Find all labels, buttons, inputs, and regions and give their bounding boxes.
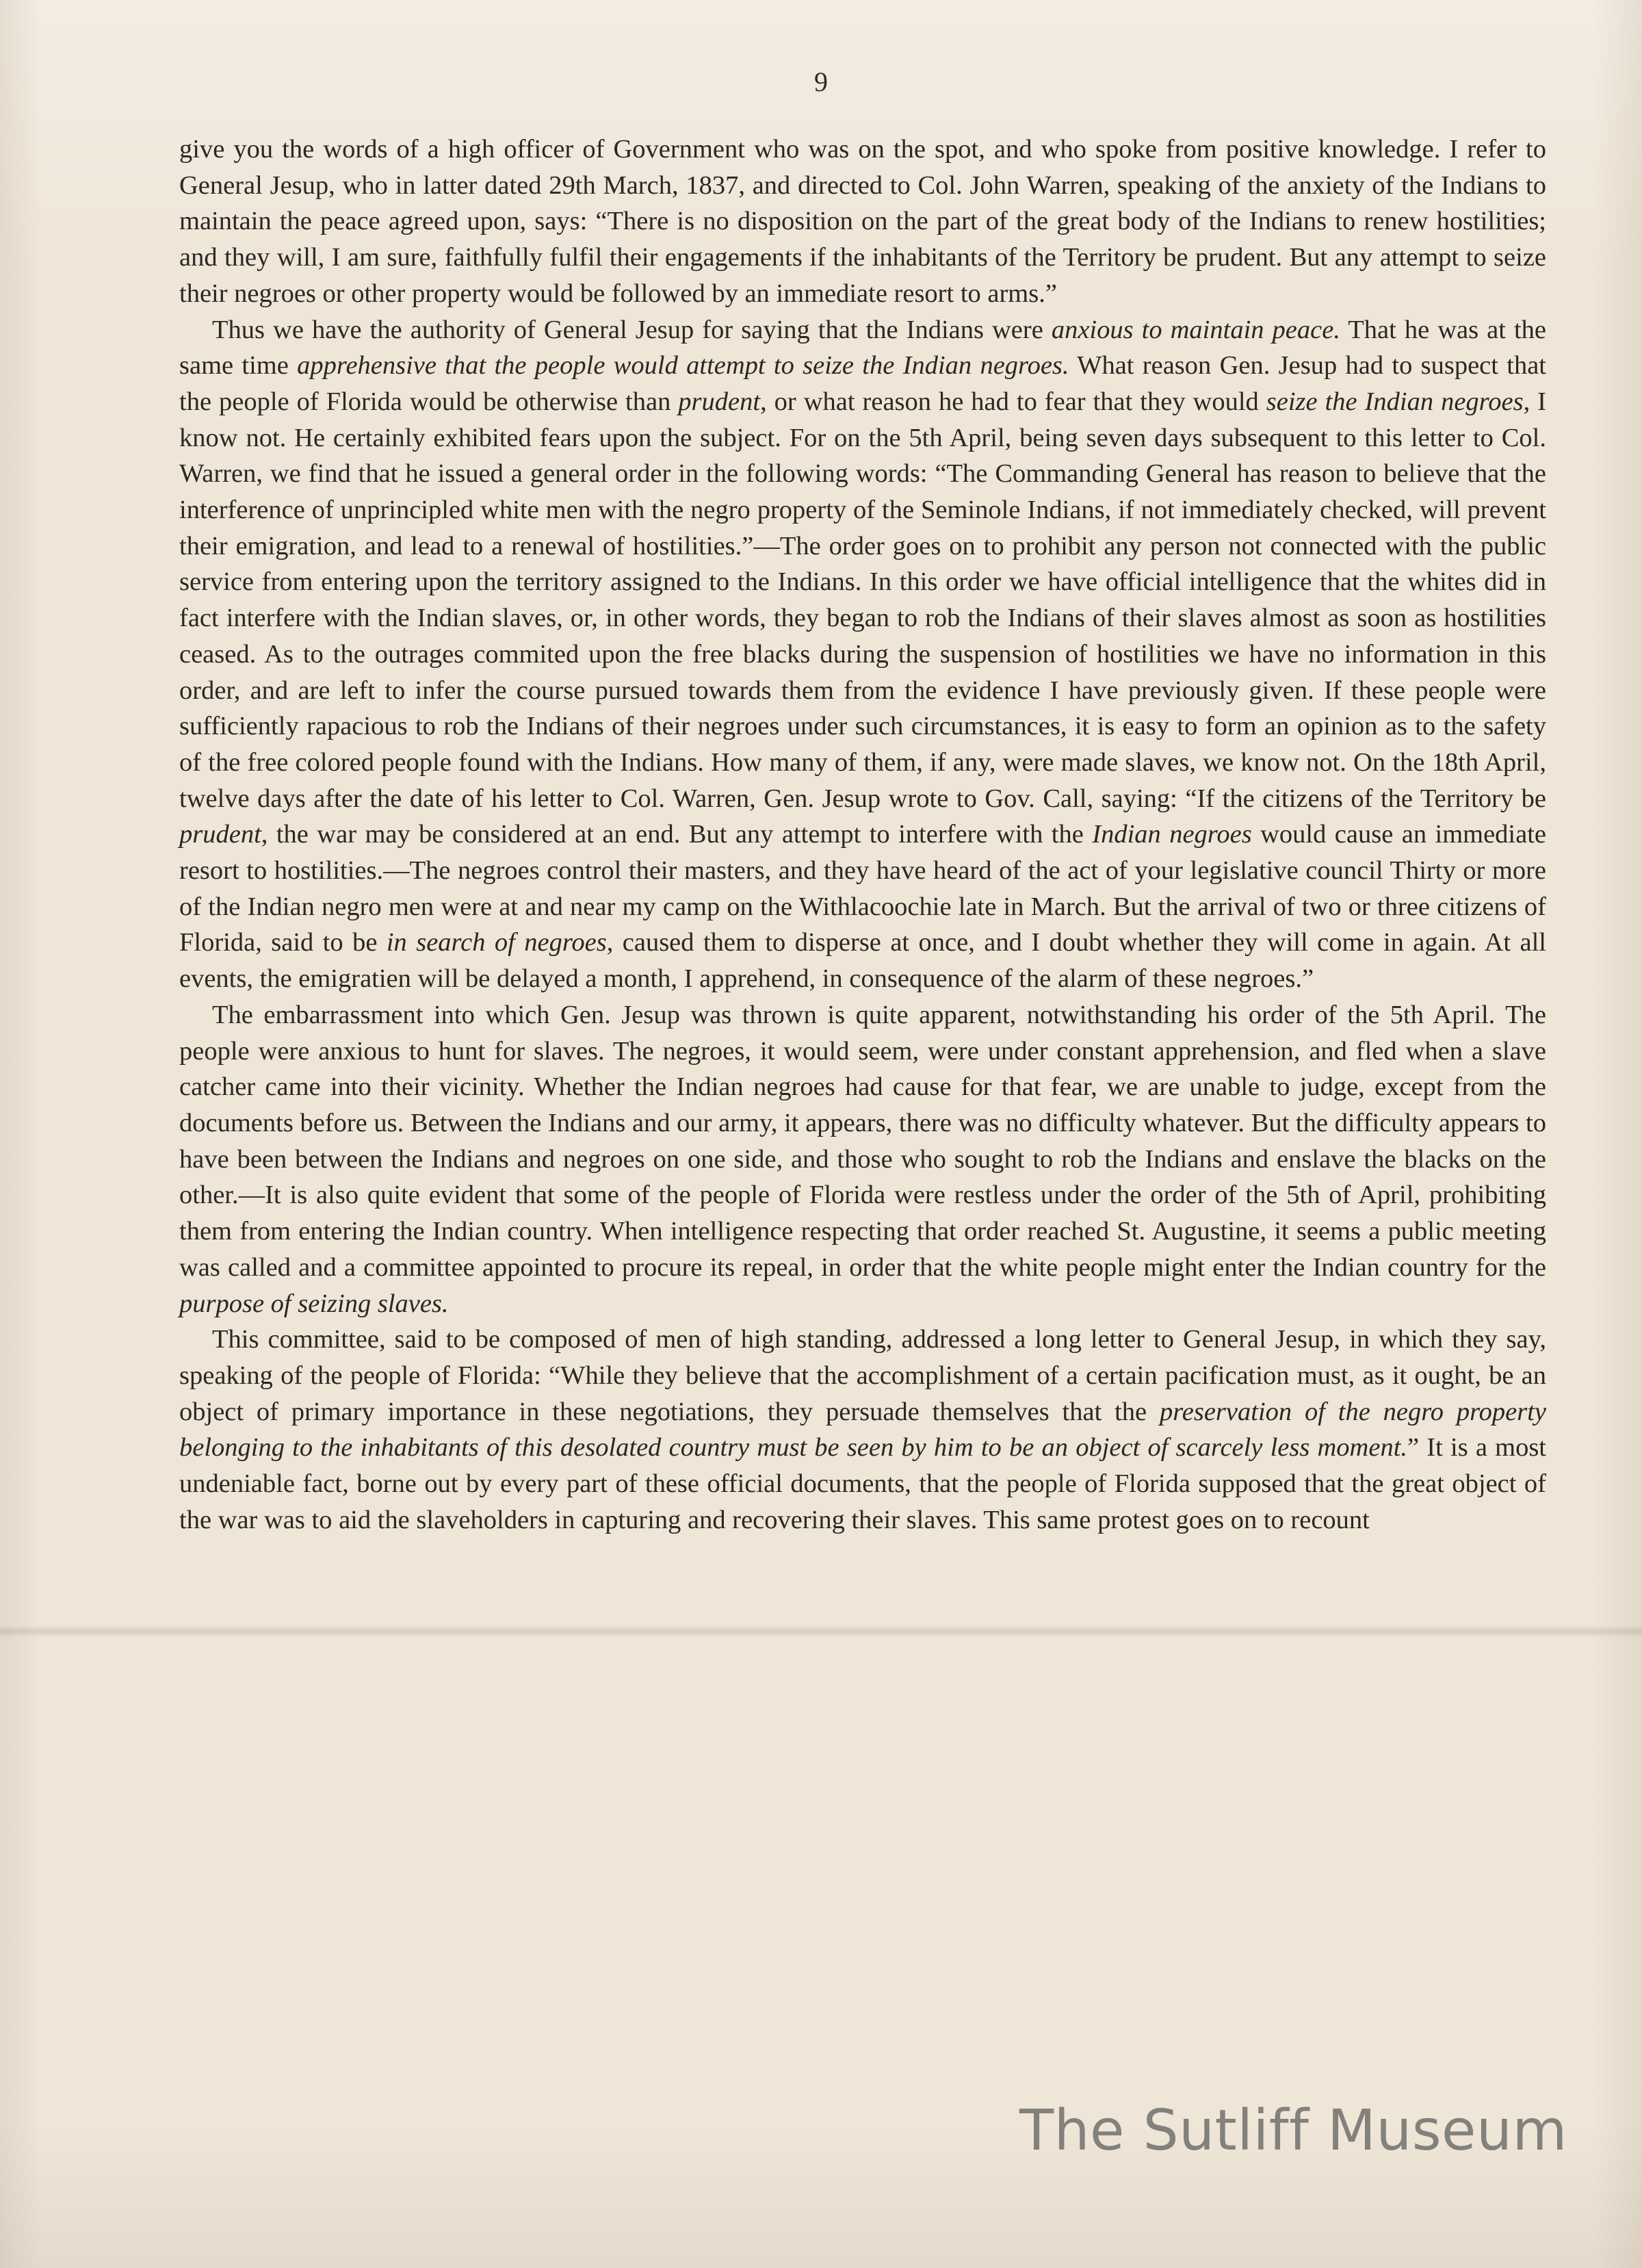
paragraph — [179, 131, 1546, 312]
text-segment: , I know not. He certainly exhibited fears upon the subject. For on the 5th April, being seven days subsequent to this letter to Col. Warren, we find that he issued a general order in the following words: “The Commanding General has reason to believe that the interference of unprincipled white men with the negro property of the Seminole Indians, if not immediately checked, will prevent their emigration, and lead to a renewal of hostilities.”—The order goes on to prohibit any person not connected with the public service from entering upon the territory assigned to the Indians. In this order we have official intelligence that the whites did in fact interfere with the Indian slaves, or, in other words, they began to rob the Indians of their slaves almost as soon as hostilities ceased. As to the outrages commited upon the free blacks during the suspension of hostilities we have no information in this order, and are left to infer the course pursued towards them from the evidence I have previously given. If these people were sufficiently rapacious to rob the Indians of their negroes under such circumstances, it is easy to form an opinion as to the safety of the free colored people found with the Indians. How many of them, if any, were made slaves, we know not. On the 18th April, twelve days after the date of his letter to Col. Warren, Gen. Jesup wrote to Gov. Call, saying: “If the citizens of the Territory be — [179, 387, 1546, 813]
italic-text: preservation of the negro property belonging to the inhabitants of this desolated country must be seen by him to be an object of scarcely less moment. — [179, 1397, 1546, 1462]
paragraph — [179, 997, 1546, 1322]
text-segment: , or what reason he had to fear that they would — [760, 387, 1266, 416]
italic-text: Indian negroes — [1092, 820, 1252, 849]
page-number: 9 — [814, 66, 828, 97]
text-segment: , caused them to disperse at once, and I doubt whether they will come in again. At all events, the emigratien will be delayed a month, I apprehend, in consequence of the alarm of these negroes.” — [179, 928, 1546, 994]
text-segment: give you the words of a high officer of Government who was on the spot, and who spoke from positive knowledge. I refer to General Jesup, who in latter dated 29th March, 1837, and directed to Col. John Warren, speaking of the anxiety of the Indians to maintain the peace agreed upon, says: “There is no disposition on the part of the great body of the Indians to renew hostilities; and they will, I am sure, faithfully fulfil their engagements if the inhabitants of the Territory be prudent. But any attempt to seize their negroes or other property would be followed by an immediate resort to arms.” — [179, 135, 1546, 308]
paragraph — [179, 1322, 1546, 1538]
text-segment: , the war may be considered at an end. But any attempt to interfere with the — [261, 820, 1093, 849]
text-segment: The embarrassment into which Gen. Jesup was thrown is quite apparent, notwithstanding his order of the 5th April. The people were anxious to hunt for slaves. The negroes, it would seem, were under constant apprehension, and fled when a slave catcher came into their vicinity. Whether the Indian negroes had cause for that fear, we are unable to judge, except from the documents before us. Between the Indians and our army, it appears, there was no difficulty whatever. But the difficulty appears to have been between the Indians and negroes on one side, and those who sought to rob the Indians and enslave the blacks on the other.—It is also quite evident that some of the people of Florida were restless under the order of the 5th of April, prohibiting them from entering the Indian country. When intelligence respecting that order reached St. Augustine, it seems a public meeting was called and a committee appointed to procure its repeal, in order that the white people might enter the Indian country for the — [179, 1000, 1546, 1282]
text-segment: What reason Gen. Jesup had to suspect that the people of Florida would be otherwise than — [179, 351, 1546, 416]
text-segment: That he was at the same time — [179, 315, 1547, 381]
italic-text: apprehensive that the people would attempt to seize the Indian negroes. — [297, 351, 1069, 381]
text-segment: would cause an immediate resort to hostilities.—The negroes control their masters, and they have heard of the act of your legislative council Thirty or more of the Indian negro men were at and near my camp on the Withlacoochie late in March. But the arrival of two or three citizens of Florida, said to be — [179, 820, 1546, 957]
italic-text: purpose of seizing slaves. — [179, 1289, 449, 1318]
italic-text: seize the Indian negroes — [1266, 387, 1524, 416]
museum-watermark: The Sutliff Museum — [1019, 2098, 1567, 2163]
italic-text: prudent — [678, 387, 761, 416]
text-segment: Thus we have the authority of General Jesup for saying that the Indians were — [212, 315, 1052, 344]
italic-text: in search of negroes — [386, 928, 607, 957]
paper-fold-line — [0, 1625, 1642, 1638]
text-segment: This committee, said to be composed of men of high standing, addressed a long letter to General Jesup, in which they say, speaking of the people of Florida: “While they believe that the accomplishment of a certain pacification must, as it ought, be an object of primary importance in these negotiations, they persuade themselves that the — [179, 1325, 1546, 1426]
text-segment: ” It is a most undeniable fact, borne out by every part of these official documents, that the people of Florida supposed that the great object of the war was to aid the slaveholders in capturing and recovering their slaves. This same protest goes on to recount — [179, 1433, 1546, 1534]
italic-text: anxious to maintain peace. — [1051, 315, 1340, 344]
body-text — [179, 131, 1546, 1538]
italic-text: prudent — [179, 820, 261, 849]
paragraph — [179, 312, 1546, 997]
